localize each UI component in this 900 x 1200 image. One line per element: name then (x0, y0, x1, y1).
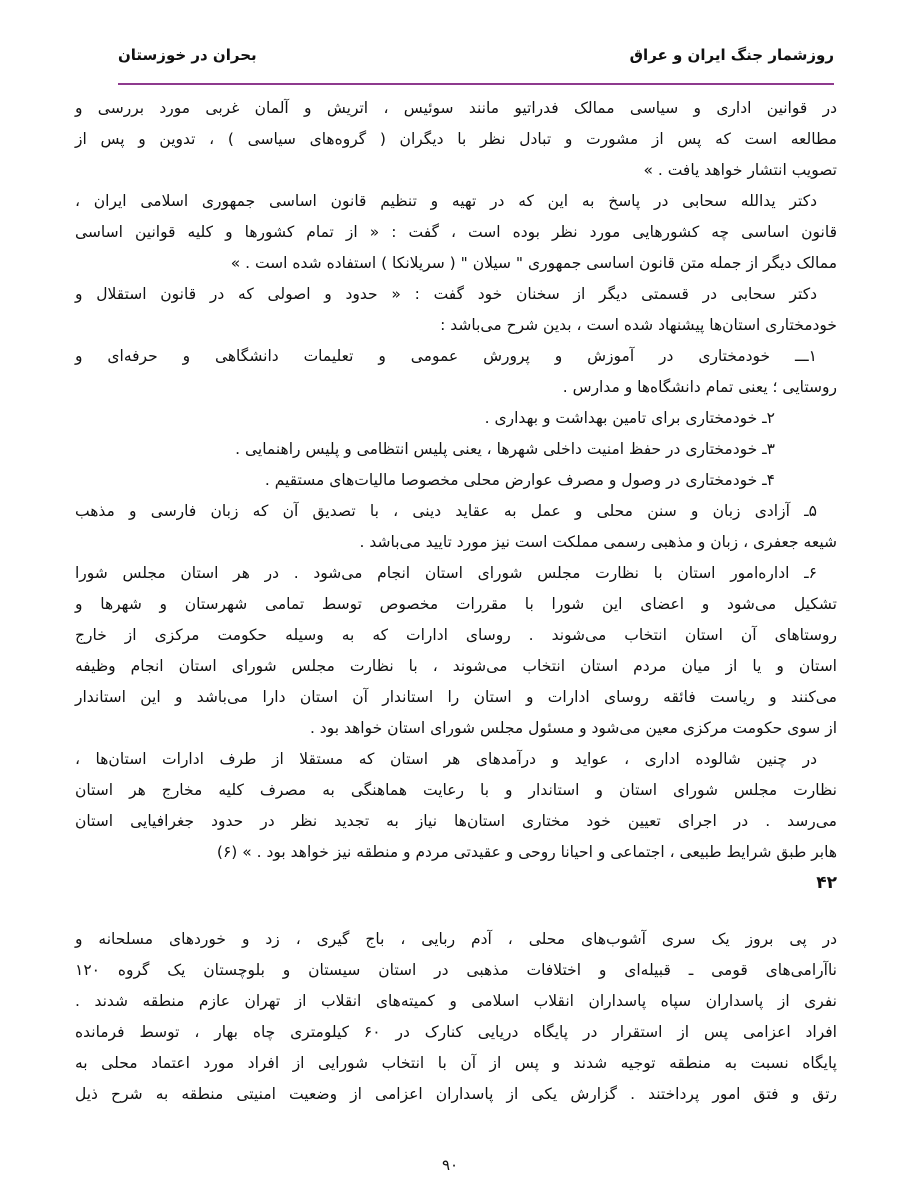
text-line: ناآرامی‌های قومی ـ قبیله‌ای و اختلافات مذهبی در استان سیستان و بلوچستان یک گروه ۱۲۰ (75, 961, 837, 979)
paragraph (75, 434, 837, 465)
text-line: تصویب انتشار خواهد یافت . » (643, 161, 837, 179)
paragraph (75, 496, 837, 558)
text-line: نفری از پاسداران سپاه پاسداران انقلاب اسلامی و کمیته‌های انقلاب از تهران عازم منطقه شدند . (75, 992, 837, 1010)
paragraph (75, 93, 837, 186)
text-line: در قوانین اداری و سیاسی ممالک فدراتیو مانند سوئیس ، اتریش و آلمان غربی مورد بررسی و (75, 99, 837, 117)
text-line: ۲ـ خودمختاری برای تامین بهداشت و بهداری . (484, 409, 775, 427)
text-line: می‌کنند و ریاست فائقه روسای ادارات و استان را استاندار آن استان دارا می‌باشد و این استاندار (75, 688, 837, 706)
paragraph (75, 279, 837, 341)
text-line: دکتر سحابی در قسمتی دیگر از سخنان خود گفت : « حدود و اصولی که در قانون استقلال و (75, 285, 817, 303)
text-line: ۱ـــ خودمختاری در آموزش و پرورش عمومی و تعلیمات دانشگاهی و حرفه‌ای و (75, 347, 817, 365)
book-title: روزشمار جنگ ایران و عراق (629, 46, 834, 64)
paragraph (75, 341, 837, 403)
text-line: می‌رسد . در اجرای تعیین خود مختاری استان‌ها نیاز به تجدید نظر در حدود جغرافیایی استان (75, 812, 837, 830)
text-line: در چنین شالوده اداری ، عواید و درآمدهای هر استان که مستقلا از طرف ادارات استان‌ها ، (75, 750, 817, 768)
paragraph (75, 186, 837, 279)
text-line: استان و یا از میان مردم استان انتخاب می‌شوند ، با نظارت مجلس شورای استان انجام وظیفه (75, 657, 837, 675)
text-line: ۳ـ خودمختاری در حفظ امنیت داخلی شهرها ، یعنی پلیس انتظامی و پلیس راهنمایی . (235, 440, 775, 458)
text-line: رتق و فتق امور پرداختند . گزارش یکی از پاسداران اعزامی از وضعیت امنیتی منطقه به شرح ذیل (75, 1085, 837, 1103)
text-line: هابر طبق شرایط طبیعی ، اجتماعی و احیانا روحی و عقیدتی مردم و منطقه نیز خواهد بود . » (۶) (216, 843, 837, 861)
page-body (75, 93, 837, 1110)
text-line: روستاهای آن استان انتخاب می‌شوند . روسای ادارات که به وسیله حکومت مرکزی از خارج (75, 626, 837, 644)
text-line: دکتر یدالله سحابی در پاسخ به این که در تهیه و تنظیم قانون اساسی جمهوری اسلامی ایران ، (75, 192, 817, 210)
text-line: در پی بروز یک سری آشوب‌های محلی ، آدم ربایی ، باج گیری ، زد و خوردهای مسلحانه و (75, 930, 837, 948)
text-line: شیعه جعفری ، زبان و مذهبی رسمی مملکت است نیز مورد تایید می‌باشد . (359, 533, 837, 551)
text-line: خودمختاری استان‌ها پیشنهاد شده است ، بدین شرح می‌باشد : (440, 316, 837, 334)
paragraph (75, 403, 837, 434)
section-gap (75, 899, 837, 924)
paragraph (75, 924, 837, 1110)
text-line: نظارت مجلس شورای استان و استاندار و با رعایت هماهنگی به مصرف کلیه مخارج هر استان (75, 781, 837, 799)
running-header (118, 46, 834, 74)
entry-number: ۴۲ (816, 873, 837, 893)
text-line: مطالعه است که پس از مشورت و تبادل نظر با دیگران ( گروه‌های سیاسی ) ، تدوین و پس از (75, 130, 837, 148)
page-number: ۹۰ (441, 1156, 459, 1174)
text-line: ۶ـ اداره‌امور استان با نظارت مجلس شورای استان انجام می‌شود . در هر استان مجلس شورا (75, 564, 817, 582)
text-line: ۵ـ آزادی زبان و سنن محلی و عمل به عقاید دینی ، با تصدیق آن که زبان فارسی و مذهب (75, 502, 817, 520)
chapter-title: بحران در خوزستان (118, 46, 257, 64)
text-line: از سوی حکومت مرکزی معین می‌شود و مسئول مجلس شورای استان خواهد بود . (309, 719, 837, 737)
text-line: قانون اساسی چه کشورهایی مورد نظر بوده است ، گفت : « از تمام کشورها و کلیه قوانین اساسی (75, 223, 837, 241)
header-divider (118, 83, 834, 85)
paragraph (75, 558, 837, 744)
paragraph (75, 744, 837, 868)
text-line: افراد اعزامی پس از استقرار در پایگاه دریایی کنارک در ۶۰ کیلومتری چاه بهار ، توسط فرمانده (75, 1023, 837, 1041)
text-line: پایگاه نسبت به منطقه توجیه شدند و پس از آن با انتخاب شورایی از افراد مورد اعتماد محلی به (75, 1054, 837, 1072)
text-line: تشکیل می‌شود و اعضای این شورا با مقررات مخصوص توسط تمامی شهرستان و شهرها و (75, 595, 837, 613)
text-line: ممالک دیگر از جمله متن قانون اساسی جمهوری " سیلان " ( سریلانکا ) استفاده شده است . » (230, 254, 837, 272)
paragraph (75, 465, 837, 496)
text-line: روستایی ؛ یعنی تمام دانشگاه‌ها و مدارس . (562, 378, 837, 396)
text-line: ۴ـ خودمختاری در وصول و مصرف عوارض محلی مخصوصا مالیات‌های مستقیم . (264, 471, 775, 489)
